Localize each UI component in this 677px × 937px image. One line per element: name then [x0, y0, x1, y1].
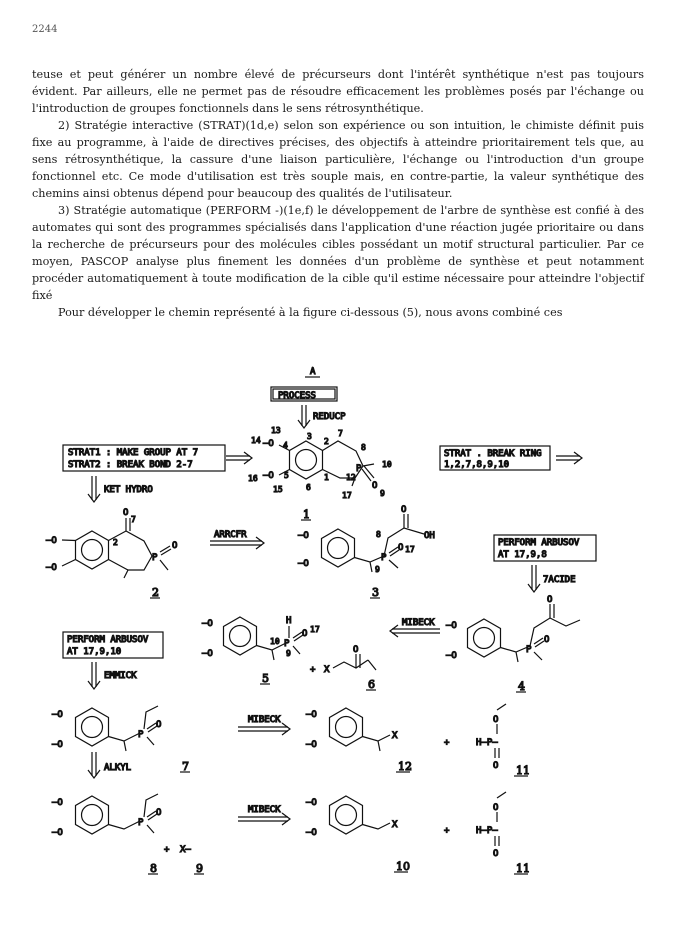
svg-text:5: 5 — [284, 471, 289, 480]
svg-text:9: 9 — [286, 649, 291, 658]
compound-1-benzene — [290, 441, 323, 479]
svg-text:AT 17,9,10: AT 17,9,10 — [67, 647, 122, 657]
svg-text:O: O — [302, 629, 308, 639]
svg-text:AT 17,9,8: AT 17,9,8 — [498, 550, 547, 560]
svg-text:O: O — [493, 849, 499, 859]
svg-text:9: 9 — [196, 862, 203, 875]
svg-text:O: O — [493, 803, 499, 813]
svg-text:MIBECK: MIBECK — [402, 618, 435, 628]
svg-text:9: 9 — [380, 489, 385, 498]
svg-text:3: 3 — [372, 586, 379, 599]
svg-text:P: P — [356, 464, 362, 474]
svg-text:16: 16 — [248, 474, 258, 483]
svg-text:—O: —O — [306, 740, 317, 750]
svg-text:—O: —O — [263, 471, 274, 481]
svg-text:MIBECK: MIBECK — [248, 805, 281, 815]
svg-text:O: O — [547, 595, 553, 605]
compound-5-benzene — [224, 617, 257, 655]
svg-text:X: X — [324, 665, 330, 675]
svg-text:P: P — [138, 818, 144, 828]
svg-text:—O: —O — [446, 651, 457, 661]
svg-text:O: O — [353, 645, 359, 655]
compound-2-benzene — [76, 531, 109, 569]
svg-text:4: 4 — [518, 680, 525, 693]
svg-text:O: O — [156, 720, 162, 730]
svg-text:X—: X— — [180, 845, 191, 855]
svg-text:—O: —O — [446, 621, 457, 631]
svg-text:12: 12 — [346, 473, 356, 482]
process-label: PROCESS — [278, 391, 316, 401]
svg-text:10: 10 — [396, 860, 410, 873]
svg-text:H—P—: H—P— — [476, 826, 498, 836]
svg-text:—O: —O — [52, 798, 63, 808]
svg-text:+: + — [444, 738, 450, 748]
svg-text:+: + — [444, 826, 450, 836]
svg-text:STRAT2 : BREAK BOND 2-7: STRAT2 : BREAK BOND 2-7 — [68, 460, 193, 470]
compound-3-benzene — [322, 529, 355, 567]
svg-text:8: 8 — [376, 530, 381, 539]
svg-text:1,2,7,8,9,10: 1,2,7,8,9,10 — [444, 460, 510, 470]
svg-text:2: 2 — [113, 538, 118, 547]
svg-text:STRAT . BREAK RING: STRAT . BREAK RING — [444, 449, 542, 459]
svg-text:P: P — [526, 645, 532, 655]
svg-text:3: 3 — [307, 432, 312, 441]
svg-text:X: X — [392, 820, 398, 830]
svg-text:ARRCFR: ARRCFR — [214, 530, 247, 540]
svg-text:17: 17 — [310, 625, 320, 634]
svg-text:O: O — [493, 715, 499, 725]
svg-text:O: O — [401, 505, 407, 515]
svg-text:8: 8 — [361, 443, 366, 452]
svg-text:H: H — [286, 616, 292, 626]
svg-text:OH: OH — [424, 531, 435, 541]
svg-text:O: O — [544, 635, 550, 645]
page-number: 2244 — [32, 24, 58, 35]
svg-text:X: X — [392, 731, 398, 741]
svg-text:P: P — [152, 553, 158, 563]
paragraph-3: 3) Stratégie automatique (PERFORM -)(1e,f) le développement de l'arbre de synthèse est confié à des automates qui sont des programmes spécialisés dans l'application d'une réaction jugée prioritaire ou dans la recherche de précurseurs pour des molécules cibles possédant un motif structural particulier. Par ce moyen, PASCOP analyse plus finement les données d'un problème de synthèse et peut notamment procéder automatiquement à toute modification de la cible qu'il estime nécessaire pour atteindre l'objectif fixé — [32, 204, 644, 302]
svg-text:O: O — [398, 543, 404, 553]
svg-text:MIBECK: MIBECK — [248, 715, 281, 725]
svg-text:10: 10 — [382, 460, 392, 469]
svg-text:7: 7 — [131, 515, 136, 524]
svg-text:P: P — [138, 730, 144, 740]
svg-text:O: O — [156, 808, 162, 818]
compound-8-benzene — [76, 796, 109, 834]
svg-text:—O: —O — [306, 798, 317, 808]
svg-text:17: 17 — [405, 545, 415, 554]
svg-text:KET HYDRO: KET HYDRO — [104, 485, 153, 495]
svg-text:—O: —O — [306, 828, 317, 838]
svg-text:2: 2 — [324, 437, 329, 446]
paragraph-1: teuse et peut générer un nombre élevé de précurseurs dont l'intérêt synthétique n'est pas toujours évident. Par ailleurs, elle ne permet pas de résoudre efficacement les problèmes posés par l'échange ou l'introduction de groupes fonctionnels dans le sens rétrosynthétique. — [32, 68, 644, 115]
compound-10-benzene — [330, 796, 363, 834]
svg-text:7ACIDE: 7ACIDE — [543, 575, 576, 585]
svg-text:—O: —O — [202, 619, 213, 629]
reducp-label: REDUCP — [313, 412, 346, 422]
svg-text:10: 10 — [270, 637, 280, 646]
svg-text:—O: —O — [306, 710, 317, 720]
svg-text:EMMICK: EMMICK — [104, 671, 137, 681]
svg-text:P: P — [381, 553, 387, 563]
svg-text:1: 1 — [324, 473, 329, 482]
compound-4-benzene — [468, 619, 501, 657]
svg-text:H—P—: H—P— — [476, 738, 498, 748]
svg-text:—O: —O — [46, 563, 57, 573]
svg-text:14: 14 — [251, 436, 261, 445]
svg-text:7: 7 — [182, 760, 189, 773]
svg-text:PERFORM ARBUSOV: PERFORM ARBUSOV — [498, 538, 580, 548]
svg-text:—O: —O — [52, 828, 63, 838]
svg-text:—O: —O — [46, 536, 57, 546]
svg-text:6: 6 — [306, 483, 311, 492]
svg-text:—O: —O — [202, 649, 213, 659]
svg-text:13: 13 — [271, 426, 281, 435]
svg-text:P: P — [284, 639, 290, 649]
svg-text:O: O — [172, 541, 178, 551]
svg-text:8: 8 — [150, 862, 157, 875]
label-a: A — [310, 367, 316, 377]
svg-text:+: + — [310, 665, 316, 675]
svg-text:12: 12 — [398, 760, 412, 773]
compound-12-benzene — [330, 708, 363, 746]
svg-text:—O: —O — [298, 531, 309, 541]
svg-text:+: + — [164, 845, 170, 855]
svg-text:17: 17 — [342, 491, 352, 500]
svg-text:O: O — [123, 508, 129, 518]
compound-7-benzene — [76, 708, 109, 746]
svg-text:STRAT1 : MAKE GROUP AT 7: STRAT1 : MAKE GROUP AT 7 — [68, 448, 199, 458]
svg-text:15: 15 — [273, 485, 283, 494]
svg-text:—O: —O — [298, 559, 309, 569]
svg-text:2: 2 — [152, 586, 159, 599]
svg-text:7: 7 — [338, 429, 343, 438]
paragraph-2: 2) Stratégie interactive (STRAT)(1d,e) selon son expérience ou son intuition, le chimiste définit puis fixe au programme, à l'aide de directives précises, des objectifs à atteindre prioritairement tels que, au sens rétrosynthétique, la cassure d'une liaison particulière, l'échange ou l'introduction d'un groupe fonctionnel etc. Ce mode d'utilisation est très souple mais, en contre-partie, la valeur synthétique des chemins ainsi obtenus dépend pour beaucoup des qualités de l'utilisateur. — [32, 119, 644, 200]
svg-text:11: 11 — [516, 862, 530, 875]
svg-text:O: O — [493, 761, 499, 771]
svg-text:—O: —O — [52, 740, 63, 750]
svg-text:—O: —O — [263, 439, 274, 449]
svg-text:—O: —O — [52, 710, 63, 720]
paragraph-4: Pour développer le chemin représenté à la figure ci-dessous (5), nous avons combiné ces — [58, 306, 563, 319]
svg-text:ALKYL: ALKYL — [104, 763, 132, 773]
svg-text:PERFORM ARBUSOV: PERFORM ARBUSOV — [67, 635, 149, 645]
svg-text:5: 5 — [262, 672, 269, 685]
svg-text:11: 11 — [516, 764, 530, 777]
svg-text:9: 9 — [375, 565, 380, 574]
svg-text:4: 4 — [283, 441, 288, 450]
svg-text:6: 6 — [368, 678, 375, 691]
svg-text:1: 1 — [303, 508, 310, 521]
svg-text:O: O — [372, 481, 378, 491]
